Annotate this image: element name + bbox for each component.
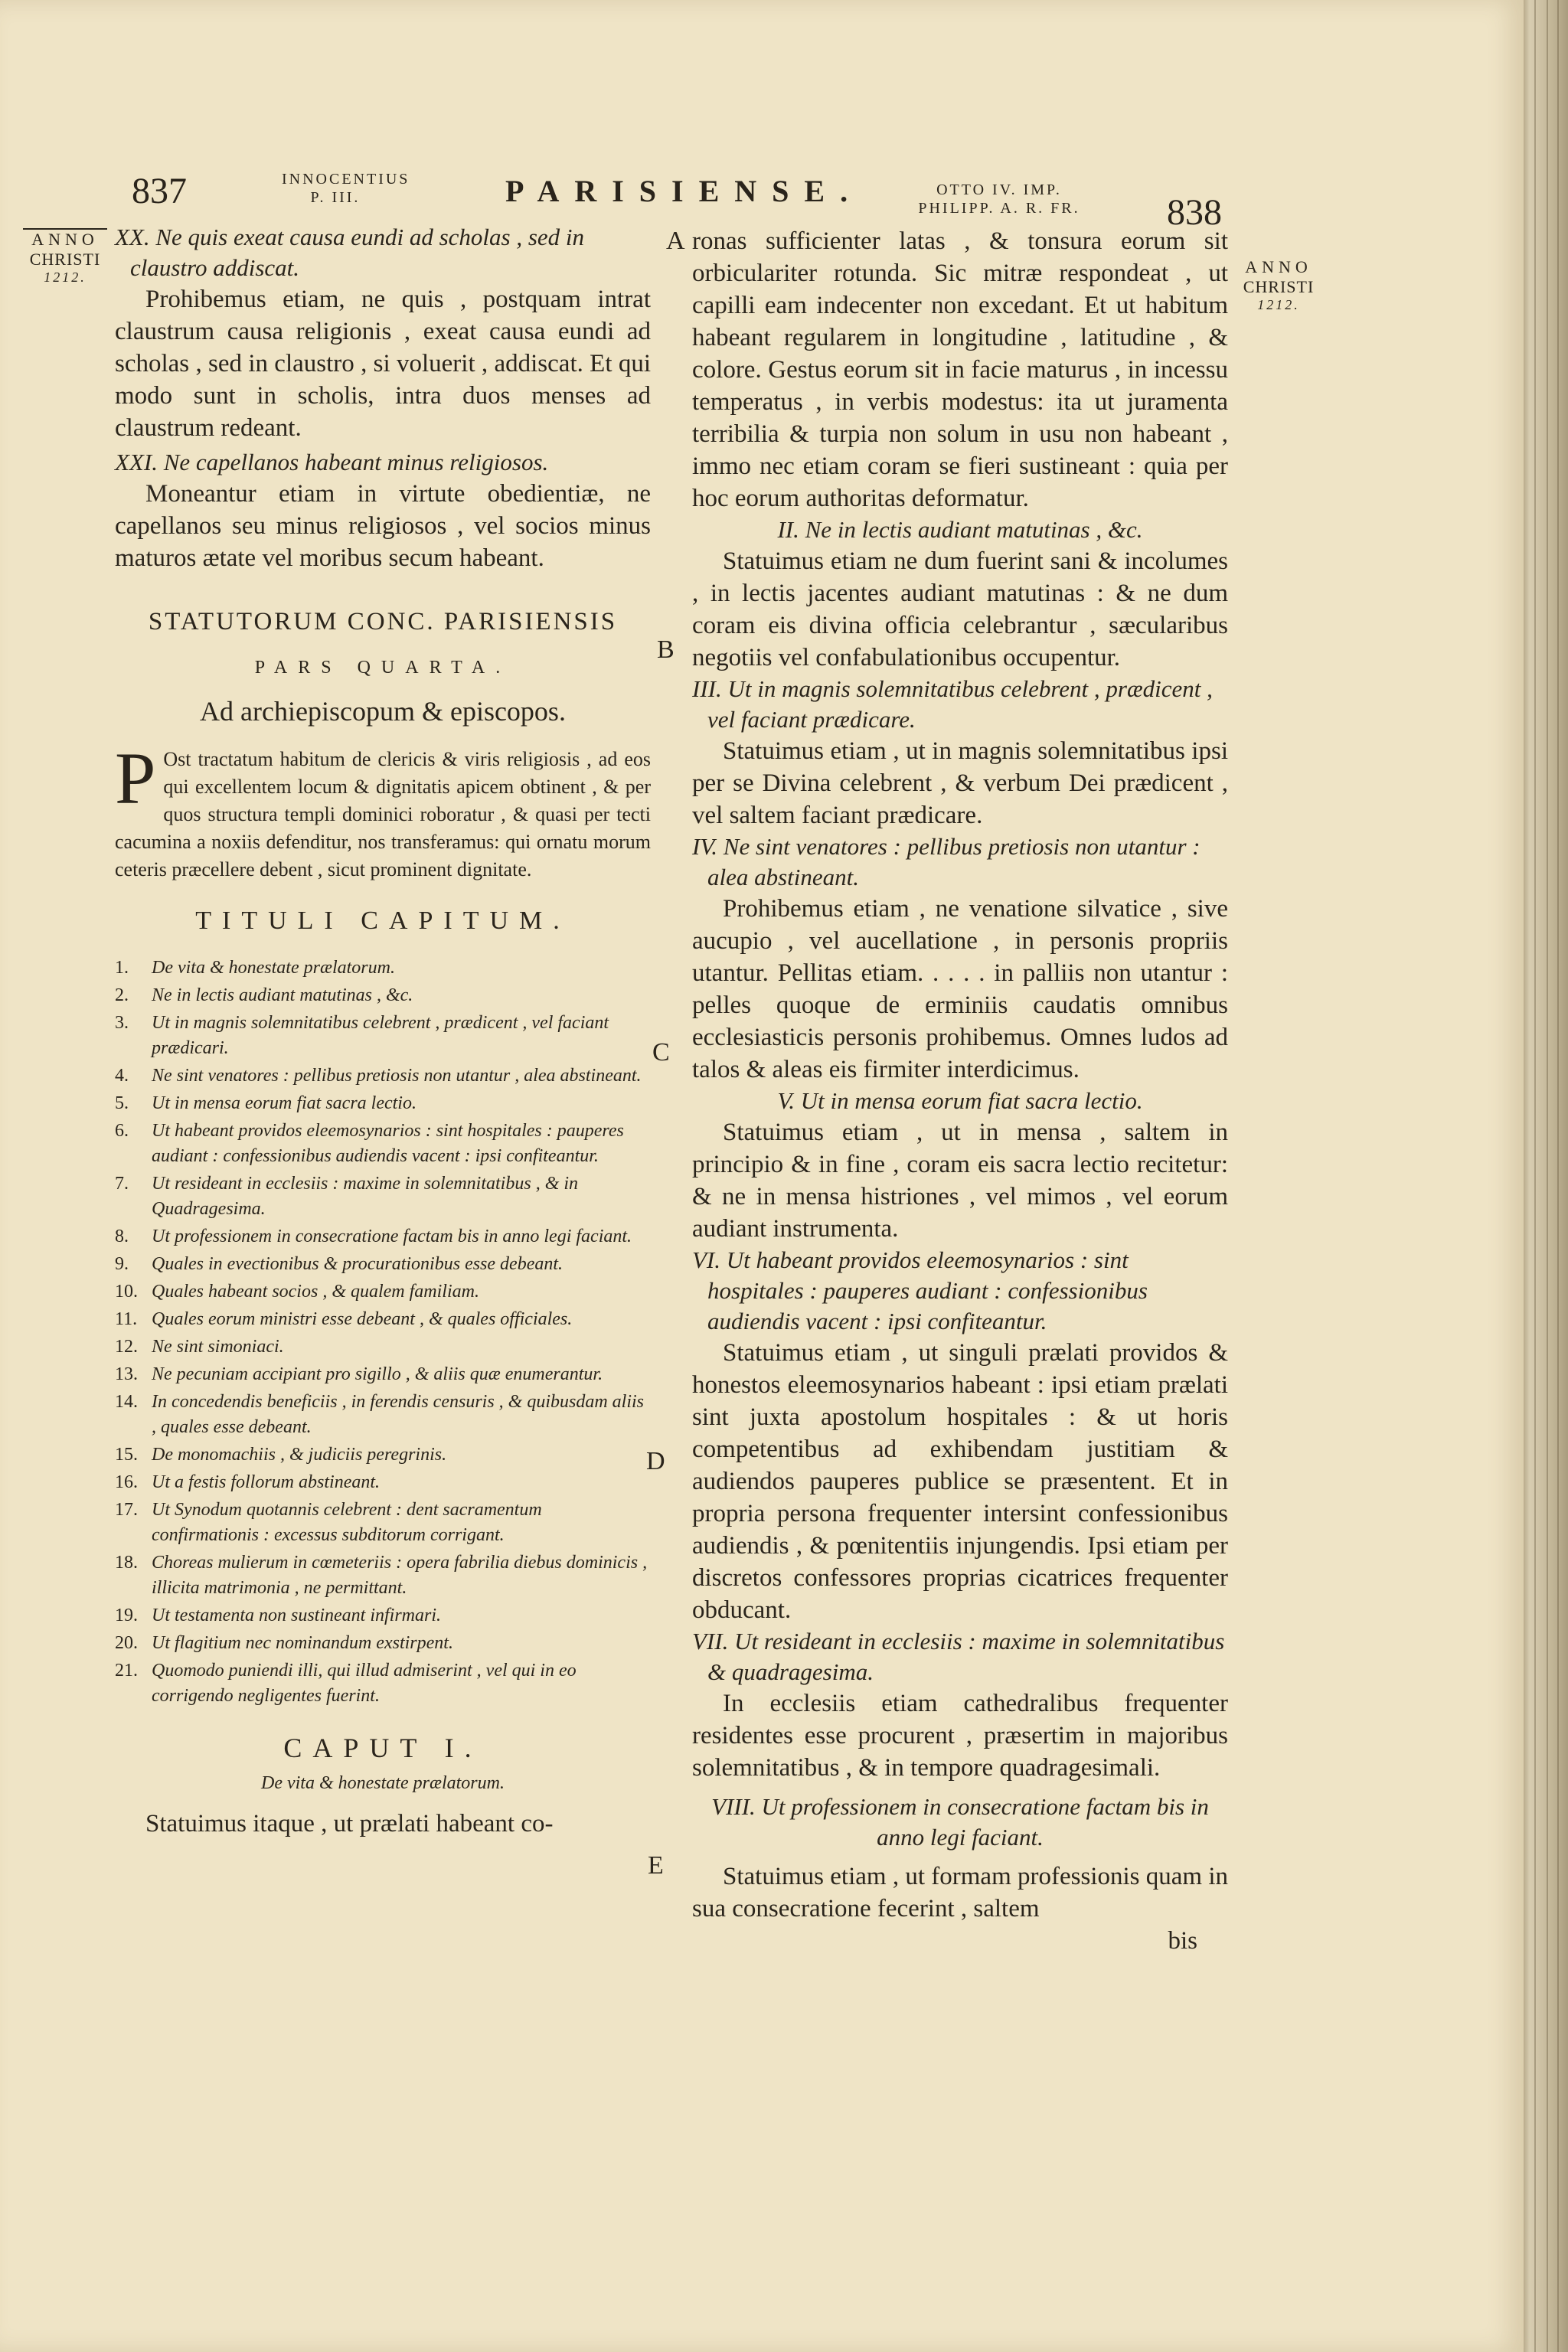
chapter-list bbox=[115, 956, 651, 1709]
chapter-title: Ut Synodum quotannis celebrent : dent sacramentum confirmationis : excessus subditorum corrigant. bbox=[152, 1500, 542, 1545]
section-letter-c: C bbox=[652, 1038, 670, 1067]
chapter-list-item bbox=[115, 1550, 651, 1601]
left-margin-anno: ANNO bbox=[23, 228, 107, 250]
right-header-line-2: PHILIPP. A. R. FR. bbox=[918, 200, 1080, 217]
chapter-list-item bbox=[115, 1091, 651, 1116]
chapter-list-item bbox=[115, 1498, 651, 1548]
chapter-list-item bbox=[115, 1334, 651, 1360]
chapter-number: 5. bbox=[115, 1093, 129, 1113]
right-margin-anno: ANNO bbox=[1245, 257, 1312, 276]
chapter-number: 10. bbox=[115, 1282, 138, 1302]
chapter-list-item bbox=[115, 983, 651, 1008]
chapter-title: Ut resideant in ecclesiis : maxime in solemnitatibus , & in Quadragesima. bbox=[152, 1174, 579, 1219]
left-margin-note bbox=[23, 228, 107, 286]
chapter-number: 17. bbox=[115, 1500, 138, 1520]
chapter-text-21: Moneantur etiam in virtute obedientiæ, ne capellanos seu minus religiosos , vel socios minus maturos ætate vel moribus secum habeant. bbox=[115, 480, 651, 572]
statutorum-title: STATUTORUM CONC. PARISIENSIS bbox=[148, 608, 618, 635]
chapter-list-item bbox=[115, 956, 651, 981]
right-margin-note bbox=[1233, 257, 1325, 313]
caput-heading: CAPUT I. bbox=[283, 1733, 482, 1763]
chapter-title: Choreas mulierum in cœmeteriis : opera fabrilia diebus dominicis , illicita matrimonia , ne permittant. bbox=[152, 1553, 648, 1598]
chapter-title: Ut flagitium nec nominandum exstirpent. bbox=[152, 1633, 453, 1653]
chapter-list-item bbox=[115, 1307, 651, 1332]
chapter-number: 9. bbox=[115, 1254, 129, 1274]
chapter-title: Quales in evectionibus & procurationibus esse debeant. bbox=[152, 1254, 564, 1274]
chapter-text-4: Prohibemus etiam , ne venatione silvatice , sive aucupio , vel aucellatione , in personis propriis utantur. Pellitas etiam. . . . . in palliis non utantur : pelles quoque de erminiis caudatis omnibus ecclesiasticis personis prohibemus. Omnes ludos ad talos & aleas eis firmiter interdicimus. bbox=[692, 895, 1228, 1083]
chapter-heading-21: XXI. Ne capellanos habeant minus religiosos. bbox=[115, 449, 549, 475]
left-header-line-1: INNOCENTIUS bbox=[282, 171, 410, 188]
section-letter-a: A bbox=[666, 227, 685, 255]
chapter-heading-7: VII. Ut resideant in ecclesiis : maxime in solemnitatibus & quadragesima. bbox=[692, 1628, 1225, 1685]
chapter-title: Ne in lectis audiant matutinas , &c. bbox=[152, 985, 413, 1005]
catchword: bis bbox=[1168, 1927, 1197, 1955]
caput-subtitle: De vita & honestate prælatorum. bbox=[261, 1773, 505, 1793]
chapter-list-item bbox=[115, 1631, 651, 1656]
chapter-number: 20. bbox=[115, 1633, 138, 1653]
left-margin-christi: CHRISTI bbox=[29, 250, 101, 269]
chapter-list-item bbox=[115, 1063, 651, 1089]
chapter-heading-6: VI. Ut habeant providos eleemosynarios : sint hospitales : pauperes audiant : confessionibus audiendis vacent : ipsi confiteantur. bbox=[692, 1246, 1148, 1334]
chapter-list-item bbox=[115, 1362, 651, 1387]
chapter-number: 15. bbox=[115, 1445, 138, 1465]
chapter-number: 6. bbox=[115, 1121, 129, 1141]
chapter-list-item bbox=[115, 1119, 651, 1169]
chapter-list-item bbox=[115, 1011, 651, 1061]
chapter-list-item bbox=[115, 1658, 651, 1709]
pars-quarta: PARS QUARTA. bbox=[254, 658, 511, 678]
chapter-title: De monomachiis , & judiciis peregrinis. bbox=[152, 1445, 447, 1465]
right-page-number: 838 bbox=[1167, 192, 1222, 233]
chapter-title: Ut in mensa eorum fiat sacra lectio. bbox=[152, 1093, 416, 1113]
chapter-number: 14. bbox=[115, 1392, 138, 1412]
chapter-title: Ne sint venatores : pellibus pretiosis non utantur , alea abstineant. bbox=[152, 1066, 642, 1086]
continued-text: ronas sufficienter latas , & tonsura eorum sit orbiculariter rotunda. Sic mitræ respondeat , ut capilli eam indecenter non excedant. Et ut habitum habeant regularem in longitudine , latitudine , & colore. Gestus eorum sit in facie maturus , in incessu temperatus , in verbis modestus: ita ut juramenta terribilia & turpia non solum in usu non habeant , immo nec etiam coram se fieri sustineant : quia per hoc eorum authoritas deformatur. bbox=[692, 227, 1228, 512]
chapter-title: Ne sint simoniaci. bbox=[152, 1337, 284, 1357]
chapter-title: Quales eorum ministri esse debeant , & quales officiales. bbox=[152, 1309, 573, 1329]
chapter-title: Quales habeant socios , & qualem familiam. bbox=[152, 1282, 479, 1302]
intro-paragraph bbox=[115, 737, 651, 884]
chapter-number: 19. bbox=[115, 1606, 138, 1625]
section-letter-e: E bbox=[648, 1851, 664, 1880]
chapter-text-20: Prohibemus etiam, ne quis , postquam intrat claustrum causa religionis , exeat causa eundi ad scholas , sed in claustro , si voluerit , addiscat. Et qui modo sunt in scholis, intra duos menses ad claustrum redeant. bbox=[115, 286, 651, 442]
chapter-title: Ut habeant providos eleemosynarios : sint hospitales : pauperes audiant : confessionibus audiendis vacent : ipsi confiteantur. bbox=[152, 1121, 624, 1166]
chapter-text-7: In ecclesiis etiam cathedralibus frequenter residentes esse procurent , præsertim in majoribus solemnitatibus , & in tempore quadragesimali. bbox=[692, 1690, 1228, 1782]
chapter-number: 13. bbox=[115, 1364, 138, 1384]
left-header-line-2: P. III. bbox=[310, 189, 361, 206]
chapter-list-item bbox=[115, 1390, 651, 1440]
right-column bbox=[692, 225, 1228, 1957]
chapter-list-item bbox=[115, 1603, 651, 1628]
chapter-number: 3. bbox=[115, 1013, 129, 1033]
chapter-title: De vita & honestate prælatorum. bbox=[152, 958, 395, 978]
left-margin-year: 1212. bbox=[44, 270, 87, 285]
chapter-number: 2. bbox=[115, 985, 129, 1005]
left-column bbox=[115, 222, 651, 1840]
chapter-heading-5: V. Ut in mensa eorum fiat sacra lectio. bbox=[777, 1087, 1143, 1114]
chapter-heading-3: III. Ut in magnis solemnitatibus celebrent , prædicent , vel faciant prædicare. bbox=[692, 675, 1213, 733]
chapter-text-3: Statuimus etiam , ut in magnis solemnitatibus ipsi per se Divina celebrent , & verbum Dei prædicent , vel saltem faciant prædicare. bbox=[692, 737, 1228, 829]
section-letter-d: D bbox=[646, 1447, 665, 1475]
chapter-heading-8: VIII. Ut professionem in consecratione factam bis in anno legi faciant. bbox=[711, 1793, 1209, 1851]
chapter-list-item bbox=[115, 1171, 651, 1222]
caput-text: Statuimus itaque , ut prælati habeant co- bbox=[145, 1810, 554, 1838]
chapter-heading-4: IV. Ne sint venatores : pellibus pretiosis non utantur : alea abstineant. bbox=[692, 833, 1200, 890]
chapter-title: Quomodo puniendi illi, qui illud admiserint , vel qui in eo corrigendo negligentes fuerint. bbox=[152, 1661, 577, 1706]
chapter-number: 4. bbox=[115, 1066, 129, 1086]
chapter-list-item bbox=[115, 1279, 651, 1305]
right-header-line-1: OTTO IV. IMP. bbox=[936, 181, 1062, 198]
chapter-list-item bbox=[115, 1224, 651, 1250]
intro-text: Ost tractatum habitum de clericis & viris religiosis , ad eos qui excellentem locum & dignitatis apicem obtinent , & per quos structura templi dominici roboratur , & quasi per tecti cacumina a noxiis defenditur, nos transferamus: qui ornatu morum ceteris præcellere debent , sicut prominent dignitate. bbox=[115, 748, 651, 880]
page-edge-stack bbox=[1524, 0, 1568, 2352]
chapter-title: Ut professionem in consecratione factam bis in anno legi faciant. bbox=[152, 1227, 632, 1246]
left-page-number: 837 bbox=[132, 171, 187, 211]
chapter-number: 21. bbox=[115, 1661, 138, 1681]
chapter-title: Ne pecuniam accipiant pro sigillo , & aliis quæ enumerantur. bbox=[152, 1364, 603, 1384]
right-margin-year: 1212. bbox=[1257, 297, 1300, 312]
ad-archiepiscopum-heading: Ad archiepiscopum & episcopos. bbox=[200, 696, 566, 727]
drop-cap: P bbox=[115, 737, 156, 819]
chapter-text-5: Statuimus etiam , ut in mensa , saltem in principio & in fine , coram eis sacra lectio recitetur: & ne in mensa histriones , vel mimos , vel eorum audiant instrumenta. bbox=[692, 1119, 1228, 1243]
chapter-heading-2: II. Ne in lectis audiant matutinas , &c. bbox=[777, 516, 1143, 543]
chapter-list-item bbox=[115, 1252, 651, 1277]
chapter-title: Ut in magnis solemnitatibus celebrent , prædicent , vel faciant prædicari. bbox=[152, 1013, 609, 1058]
left-header-small bbox=[282, 170, 410, 207]
chapter-number: 12. bbox=[115, 1337, 138, 1357]
chapter-text-6: Statuimus etiam , ut singuli prælati providos & honestos eleemosynarios habeant : ipsi etiam prælati sint juxta apostolum hospitales : & ut horis competentibus ad exhibendam justitiam & audiendos pauperes publice se præsentent. Et in propria persona frequenter intersint confessionibus audiendis , & pœnitentiis injungendis. Ipsi etiam per discretos confessores proprias cicatrices frequenter obducant. bbox=[692, 1339, 1228, 1624]
chapter-number: 11. bbox=[115, 1309, 138, 1329]
chapter-number: 7. bbox=[115, 1174, 129, 1194]
chapter-number: 18. bbox=[115, 1553, 138, 1573]
right-margin-christi: CHRISTI bbox=[1243, 277, 1315, 296]
chapter-list-item bbox=[115, 1470, 651, 1495]
chapter-number: 8. bbox=[115, 1227, 129, 1246]
chapter-text-8: Statuimus etiam , ut formam professionis quam in sua consecratione fecerint , saltem bbox=[692, 1863, 1228, 1922]
tituli-capitum-heading: TITULI CAPITUM. bbox=[195, 906, 570, 935]
chapter-title: In concedendis beneficiis , in ferendis censuris , & quibusdam aliis , quales esse debeant. bbox=[152, 1392, 645, 1437]
chapter-title: Ut a festis follorum abstineant. bbox=[152, 1472, 381, 1492]
chapter-title: Ut testamenta non sustineant infirmari. bbox=[152, 1606, 441, 1625]
running-title: PARISIENSE. bbox=[505, 174, 864, 208]
section-letter-b: B bbox=[657, 635, 675, 664]
chapter-number: 16. bbox=[115, 1472, 138, 1492]
chapter-text-2: Statuimus etiam ne dum fuerint sani & incolumes , in lectis jacentes audiant matutinas : & ne dum coram eis divina officia celebrantur , sæcularibus negotiis vel confabulationibus occupentur. bbox=[692, 547, 1228, 671]
right-header-small bbox=[896, 181, 1102, 217]
chapter-list-item bbox=[115, 1442, 651, 1468]
chapter-number: 1. bbox=[115, 958, 129, 978]
chapter-heading-20: XX. Ne quis exeat causa eundi ad scholas , sed in claustro addiscat. bbox=[115, 224, 585, 281]
